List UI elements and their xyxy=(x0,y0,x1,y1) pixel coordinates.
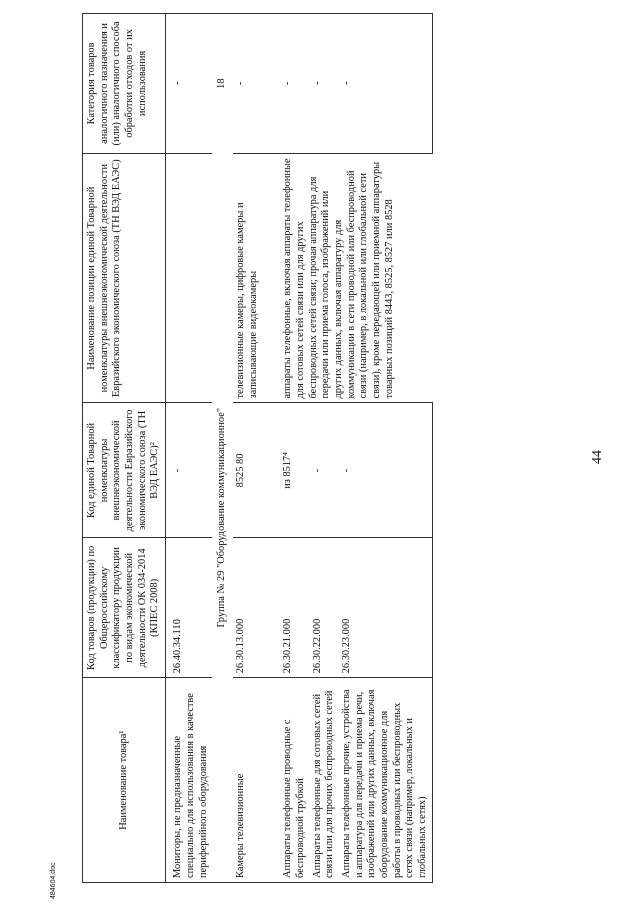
header-tnved-code: Код единой Товарной номенклатуры внешнеэкономической деятельности Евразийского экономического союза (ТН ВЭД ЕАЭС)² xyxy=(83,403,166,538)
cell-okpd: 26.30.21.000 xyxy=(280,538,309,678)
cell-tnved-name: телевизионные камеры, цифровые камеры и записывающие видеокамеры xyxy=(233,153,262,403)
cell-category: - xyxy=(166,14,213,154)
cell-name: Аппараты телефонные проводные с беспроводной трубкой xyxy=(280,678,309,883)
header-tnved-name: Наименование позиции единой Товарной номенклатуры внешнеэкономической деятельности Евразийского экономического союза (ТН ВЭД ЕАЭС) xyxy=(83,153,166,403)
cell-category: - xyxy=(233,14,262,154)
cell-category: - xyxy=(310,14,339,154)
goods-table xyxy=(82,13,433,883)
cell-tnved-name: аппараты телефонные, включая аппараты телефонные для сотовых сетей связи или для других беспроводных сетей связи; прочая аппаратура для передачи или приема голоса, изображений или других данных, включая аппаратуру для коммуникации в сети проводной или беспроводной связи (например, в локальной или глобальной сети связи), кроме передающей или приемной аппаратуры товарных позиций 8443, 8525, 8527 или 8528 xyxy=(280,153,432,403)
cell-name: Аппараты телефонные прочие, устройства и аппаратура для передачи и приема речи, изображений или других данных, включая оборудование коммуникационное для работы в проводных или беспроводных сетях связи (например, локальных и глобальных сетях) xyxy=(339,678,432,883)
table-row xyxy=(310,14,339,883)
header-okpd: Код товаров (продукции) по Общероссийскому классификатору продукции по видам экономической деятельности ОК 034-2014 (КПЕС 2008) xyxy=(83,538,166,678)
cell-tnved-code: из 8517⁴ xyxy=(280,403,309,538)
cell-tnved-name xyxy=(166,153,213,403)
table-row xyxy=(339,14,432,883)
cell-okpd: 26.40.34.110 xyxy=(166,538,213,678)
table-header-row xyxy=(83,14,166,883)
cell-category: - xyxy=(339,14,432,154)
cell-name: Камеры телевизионные xyxy=(233,678,262,883)
cell-name: Аппараты телефонные для сотовых сетей связи или для прочих беспроводных сетей xyxy=(310,678,339,883)
page-number: 44 xyxy=(590,450,605,464)
cell-tnved-code: - xyxy=(339,403,432,538)
cell-category: - xyxy=(280,14,309,154)
table-row xyxy=(166,14,213,883)
cell-okpd: 26.30.13.000 xyxy=(233,538,262,678)
header-name: Наименование товара¹ xyxy=(83,678,166,883)
cell-name: Мониторы, не предназначенные специально для использования в качестве периферийного оборудования xyxy=(166,678,213,883)
header-category: Категория товаров аналогичного назначения и (или) аналогичного способа обработки отходов от их использования xyxy=(83,14,166,154)
table-row xyxy=(233,14,262,883)
cell-okpd: 26.30.23.000 xyxy=(339,538,432,678)
cell-tnved-code: 8525 80 xyxy=(233,403,262,538)
document-reference: 484604.doc xyxy=(50,862,57,899)
group-row xyxy=(212,14,233,883)
cell-tnved-code: - xyxy=(166,403,213,538)
group-title: Группа № 29 "Оборудование коммуникационное" xyxy=(212,153,233,882)
spacer-row xyxy=(262,14,280,883)
group-category: 18 xyxy=(212,14,233,154)
cell-tnved-code: - xyxy=(310,403,339,538)
table-row xyxy=(280,14,309,883)
cell-okpd: 26.30.22.000 xyxy=(310,538,339,678)
